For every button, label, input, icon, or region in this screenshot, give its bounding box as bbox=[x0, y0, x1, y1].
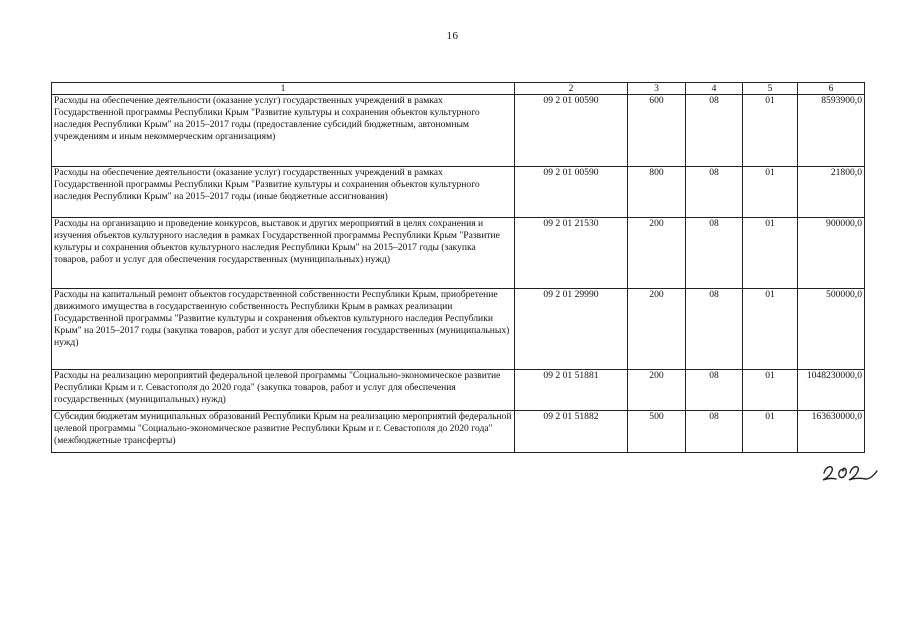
row-target-code: 09 2 01 00590 bbox=[515, 95, 628, 167]
handwritten-page-mark bbox=[820, 456, 880, 482]
row-amount: 1048230000,0 bbox=[798, 370, 865, 411]
row-subsection: 01 bbox=[743, 289, 798, 370]
table-row bbox=[52, 218, 865, 289]
table-row bbox=[52, 289, 865, 370]
row-target-code: 09 2 01 21530 bbox=[515, 218, 628, 289]
row-expense-type: 800 bbox=[628, 167, 686, 218]
page-number: 16 bbox=[446, 30, 459, 42]
row-expense-type: 200 bbox=[628, 218, 686, 289]
row-target-code: 09 2 01 51882 bbox=[515, 411, 628, 453]
row-subsection: 01 bbox=[743, 218, 798, 289]
table-row bbox=[52, 95, 865, 167]
row-section: 08 bbox=[686, 218, 743, 289]
row-amount: 500000,0 bbox=[798, 289, 865, 370]
row-amount: 163630000,0 bbox=[798, 411, 865, 453]
header-col-3: 3 bbox=[628, 83, 686, 95]
row-amount: 900000,0 bbox=[798, 218, 865, 289]
row-section: 08 bbox=[686, 95, 743, 167]
table-row bbox=[52, 411, 865, 453]
row-expense-type: 500 bbox=[628, 411, 686, 453]
header-col-1: 1 bbox=[52, 83, 515, 95]
budget-table bbox=[51, 82, 865, 453]
row-subsection: 01 bbox=[743, 411, 798, 453]
table-header-row bbox=[52, 83, 865, 95]
header-col-2: 2 bbox=[515, 83, 628, 95]
table-row bbox=[52, 167, 865, 218]
row-subsection: 01 bbox=[743, 95, 798, 167]
header-col-6: 6 bbox=[798, 83, 865, 95]
row-section: 08 bbox=[686, 289, 743, 370]
row-description: Расходы на капитальный ремонт объектов государственной собственности Республики Крым, приобретение движимого имущества в государственную собственность Республики Крым в рамках реализации Государственной программы "Развитие культуры и сохранения объектов культурного наследия Республики Крым" на 2015–2017 годы (закупка товаров, работ и услуг для обеспечения государственных (муниципальных) нужд) bbox=[52, 289, 515, 370]
row-description: Расходы на обеспечение деятельности (оказание услуг) государственных учреждений в рамках Государственной программы Республики Крым "Развитие культуры и сохранения объектов культурного наследия Республики Крым" на 2015–2017 годы (предоставление субсидий бюджетным, автономным учреждениям и иным некоммерческим организациям) bbox=[52, 95, 515, 167]
table-row bbox=[52, 370, 865, 411]
row-amount: 8593900,0 bbox=[798, 95, 865, 167]
row-target-code: 09 2 01 00590 bbox=[515, 167, 628, 218]
row-amount: 21800,0 bbox=[798, 167, 865, 218]
row-subsection: 01 bbox=[743, 370, 798, 411]
row-description: Субсидия бюджетам муниципальных образований Республики Крым на реализацию мероприятий федеральной целевой программы "Социально-экономическое развитие Республики Крым и г. Севастополя до 2020 года" (межбюджетные трансферты) bbox=[52, 411, 515, 453]
row-expense-type: 200 bbox=[628, 289, 686, 370]
row-description: Расходы на обеспечение деятельности (оказание услуг) государственных учреждений в рамках Государственной программы Республики Крым "Развитие культуры и сохранения объектов культурного наследия Республики Крым" на 2015–2017 годы (иные бюджетные ассигнования) bbox=[52, 167, 515, 218]
header-col-4: 4 bbox=[686, 83, 743, 95]
row-expense-type: 200 bbox=[628, 370, 686, 411]
row-target-code: 09 2 01 29990 bbox=[515, 289, 628, 370]
row-section: 08 bbox=[686, 370, 743, 411]
header-col-5: 5 bbox=[743, 83, 798, 95]
row-description: Расходы на организацию и проведение конкурсов, выставок и других мероприятий в целях сохранения и изучения объектов культурного наследия в рамках Государственной программы Республики Крым "Развитие культуры и сохранения объектов культурного наследия Республики Крым" на 2015–2017 годы (закупка товаров, работ и услуг для обеспечения государственных (муниципальных) нужд) bbox=[52, 218, 515, 289]
row-section: 08 bbox=[686, 167, 743, 218]
row-description: Расходы на реализацию мероприятий федеральной целевой программы "Социально-экономическое развитие Республики Крым и г. Севастополя до 2020 года" (закупка товаров, работ и услуг для обеспечения государственных (муниципальных) нужд) bbox=[52, 370, 515, 411]
row-section: 08 bbox=[686, 411, 743, 453]
row-expense-type: 600 bbox=[628, 95, 686, 167]
row-target-code: 09 2 01 51881 bbox=[515, 370, 628, 411]
row-subsection: 01 bbox=[743, 167, 798, 218]
